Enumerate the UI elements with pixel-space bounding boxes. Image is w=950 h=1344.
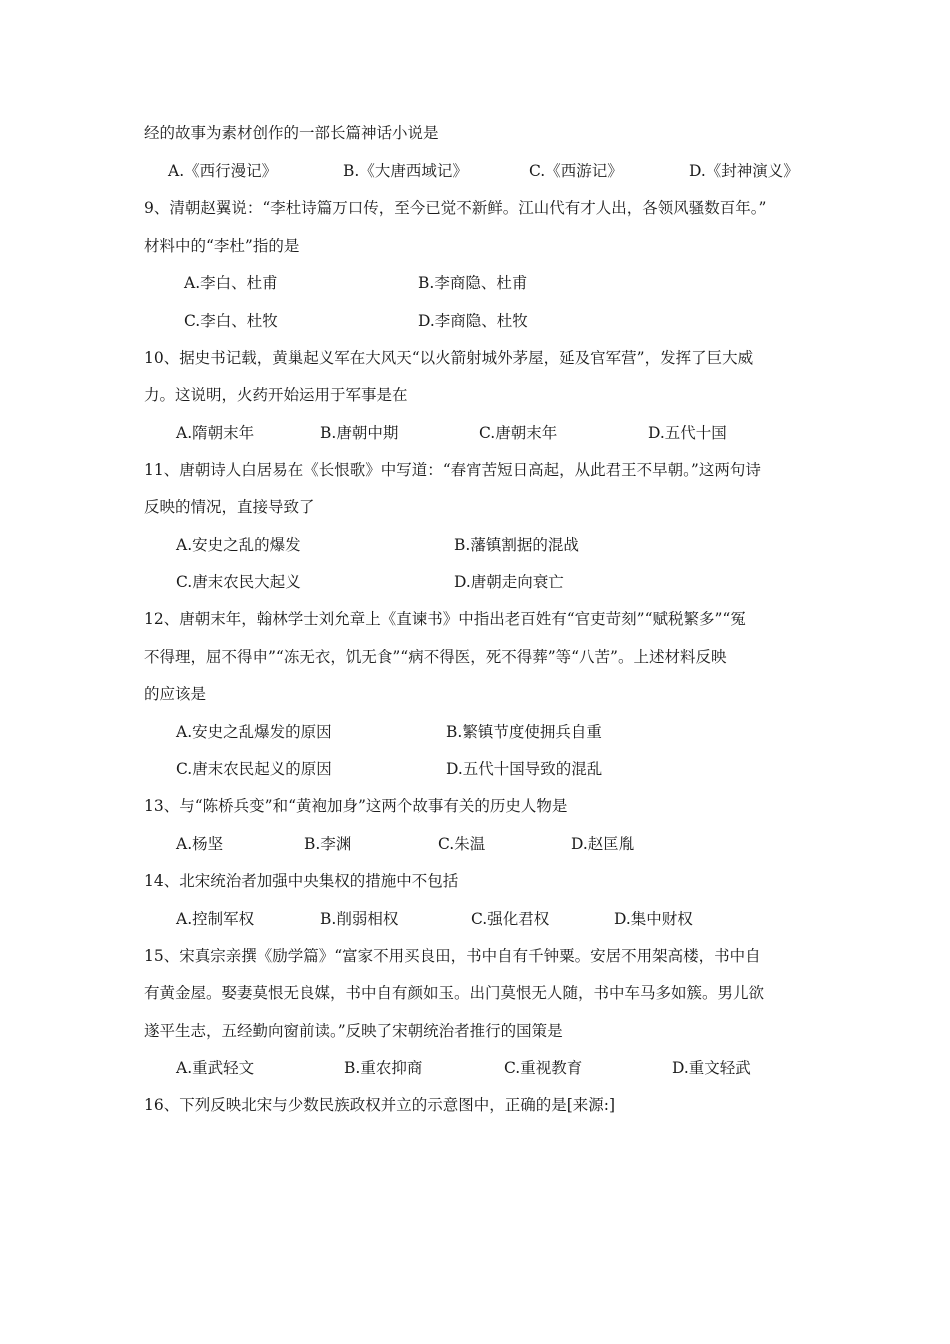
q14-stem-line: 14、北宋统治者加强中央集权的措施中不包括 (144, 872, 459, 890)
q15-stem-line-2: 有黄金屋。娶妻莫恨无良媒，书中自有颜如玉。出门莫恨无人随，书中车马多如簇。男儿欲 (144, 984, 765, 1002)
q8-option-d: D.《封神演义》 (689, 162, 799, 180)
q13-stem-line: 13、与“陈桥兵变”和“黄袍加身”这两个故事有关的历史人物是 (144, 797, 568, 815)
q8-stem-line: 经的故事为素材创作的一部长篇神话小说是 (144, 124, 439, 142)
q13-option-c: C.朱温 (438, 835, 486, 853)
q12-option-c: C.唐末农民起义的原因 (176, 760, 332, 778)
q12-option-a: A.安史之乱爆发的原因 (176, 723, 332, 741)
q10-stem-line-1: 10、据史书记载，黄巢起义军在大风天“以火箭射城外茅屋，延及官军营”，发挥了巨大威 (144, 349, 754, 367)
q10-option-c: C.唐朝末年 (479, 424, 558, 442)
q9-option-c: C.李白、杜牧 (184, 312, 278, 330)
q11-option-b: B.藩镇割据的混战 (454, 536, 579, 554)
q10-stem-line-2: 力。这说明，火药开始运用于军事是在 (144, 386, 408, 404)
q11-option-d: D.唐朝走向衰亡 (454, 573, 564, 591)
q9-option-d: D.李商隐、杜牧 (418, 312, 528, 330)
q15-option-d: D.重文轻武 (672, 1059, 751, 1077)
q12-stem-line-1: 12、唐朝末年，翰林学士刘允章上《直谏书》中指出老百姓有“官吏苛刻”“赋税繁多”“冤 (144, 610, 746, 628)
q15-option-a: A.重武轻文 (176, 1059, 255, 1077)
q15-stem-line-3: 遂平生志，五经勤向窗前读。”反映了宋朝统治者推行的国策是 (144, 1022, 563, 1040)
q9-option-b: B.李商隐、杜甫 (418, 274, 528, 292)
q14-option-d: D.集中财权 (614, 910, 693, 928)
q12-stem-line-2: 不得理，屈不得申”“冻无衣，饥无食”“病不得医，死不得葬”等“八苦”。上述材料反映 (144, 648, 727, 666)
q12-option-d: D.五代十国导致的混乱 (446, 760, 603, 778)
q13-option-d: D.赵匡胤 (571, 835, 635, 853)
q14-option-c: C.强化君权 (471, 910, 550, 928)
q11-option-c: C.唐末农民大起义 (176, 573, 301, 591)
q15-stem-line-1: 15、宋真宗亲撰《励学篇》“富家不用买良田，书中自有千钟粟。安居不用架高楼，书中自 (144, 947, 761, 965)
q16-stem-line: 16、下列反映北宋与少数民族政权并立的示意图中，正确的是[来源:] (144, 1096, 616, 1114)
q10-option-a: A.隋朝末年 (176, 424, 255, 442)
q10-option-d: D.五代十国 (648, 424, 727, 442)
q13-option-a: A.杨坚 (176, 835, 224, 853)
q11-stem-line-1: 11、唐朝诗人白居易在《长恨歌》中写道：“春宵苦短日高起，从此君王不早朝。”这两句诗 (144, 461, 761, 479)
q9-stem-line-1: 9、清朝赵翼说：“李杜诗篇万口传，至今已觉不新鲜。江山代有才人出，各领风骚数百年。” (144, 199, 767, 217)
q14-option-a: A.控制军权 (176, 910, 255, 928)
q12-stem-line-3: 的应该是 (144, 685, 207, 703)
q13-option-b: B.李渊 (304, 835, 352, 853)
q11-option-a: A.安史之乱的爆发 (176, 536, 301, 554)
q15-option-c: C.重视教育 (504, 1059, 583, 1077)
q12-option-b: B.繁镇节度使拥兵自重 (446, 723, 602, 741)
q9-option-a: A.李白、杜甫 (184, 274, 278, 292)
q8-option-b: B.《大唐西域记》 (343, 162, 468, 180)
q9-stem-line-2: 材料中的“李杜”指的是 (144, 237, 300, 255)
q11-stem-line-2: 反映的情况，直接导致了 (144, 498, 315, 516)
q14-option-b: B.削弱相权 (320, 910, 399, 928)
q10-option-b: B.唐朝中期 (320, 424, 399, 442)
q8-option-a: A.《西行漫记》 (168, 162, 278, 180)
q15-option-b: B.重农抑商 (344, 1059, 423, 1077)
q8-option-c: C.《西游记》 (529, 162, 623, 180)
